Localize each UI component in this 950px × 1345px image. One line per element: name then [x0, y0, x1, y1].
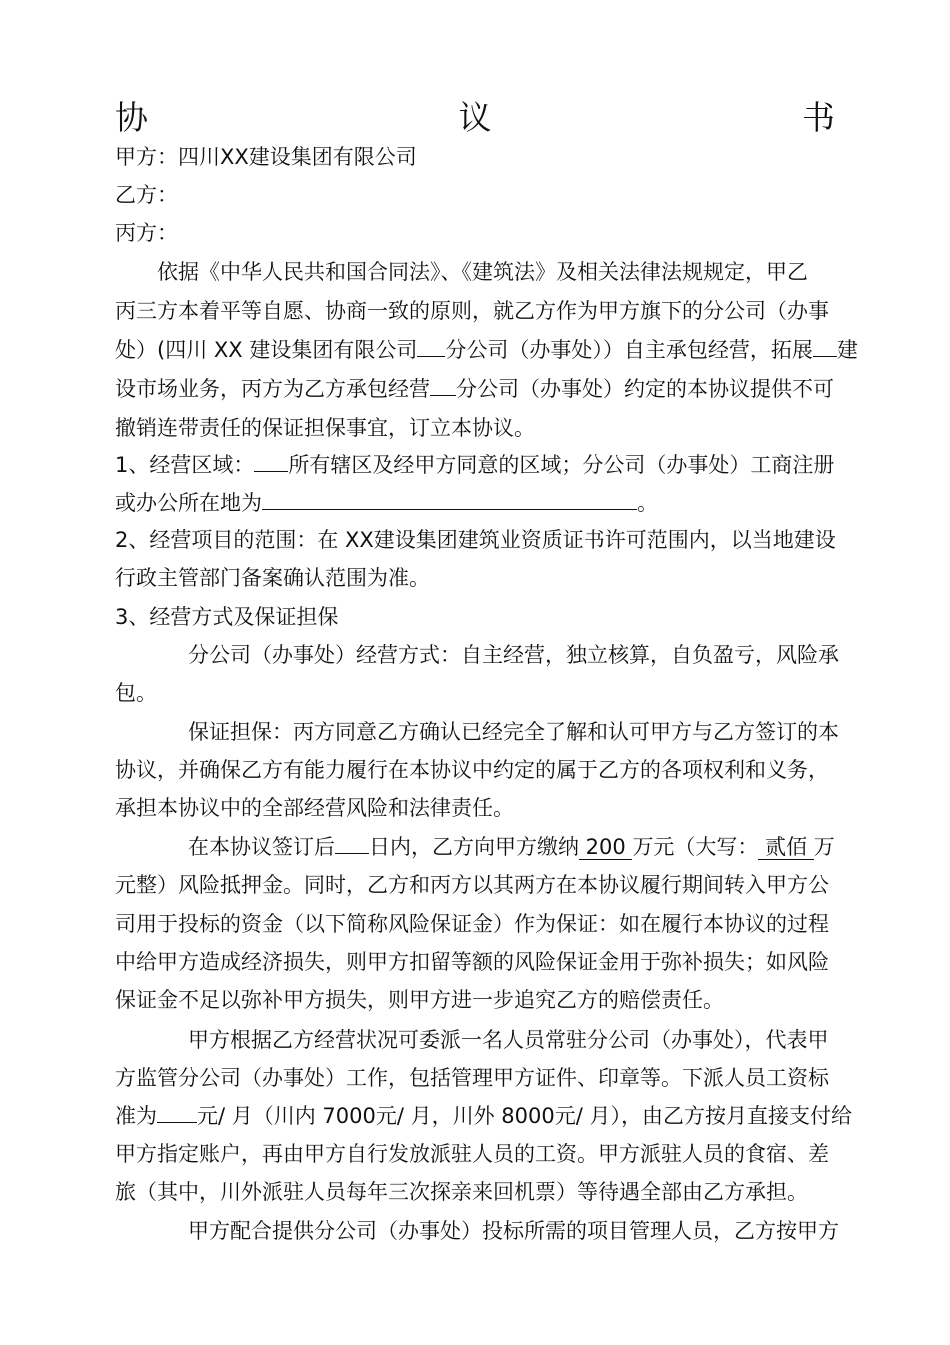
- intro-line-4a: 设市场业务，丙方为乙方承包经营: [115, 377, 430, 401]
- section-3-p1-line-2: 包。: [115, 681, 157, 705]
- intro-line-3b: 分公司（办事处））自主承包经营，拓展: [445, 338, 813, 362]
- section-1-end: 。: [637, 491, 658, 515]
- blank-salary: [157, 1100, 197, 1123]
- section-1-line-1: [115, 446, 834, 484]
- section-2-line-2: 行政主管部门备案确认范围为准。: [115, 566, 430, 590]
- blank-branch-name-2: [430, 373, 456, 396]
- section-3-p3-line-3: 司用于投标的资金（以下简称风险保证金）作为保证：如在履行本协议的过程: [115, 912, 829, 936]
- blank-region: [813, 334, 837, 357]
- intro-line-4: [115, 370, 834, 408]
- section-3-p3-line-4: 中给甲方造成经济损失，则甲方扣留等额的风险保证金用于弥补损失；如风险: [115, 950, 829, 974]
- salary-text-b: 元/ 月（川内 7000元/ 月，川外 8000元/ 月），由乙方按月直接支付给: [197, 1104, 852, 1128]
- salary-text-a: 准为: [115, 1104, 157, 1128]
- section-2-line-1: 2、经营项目的范围：在 XX建设集团建筑业资质证书许可范围内，以当地建设: [115, 528, 836, 552]
- intro-line-1: 依据《中华人民共和国合同法》、《建筑法》及相关法律法规规定，甲乙: [157, 260, 808, 284]
- section-3-p4-line-4: 甲方指定账户，再由甲方自行发放派驻人员的工资。甲方派驻人员的食宿、差: [115, 1142, 829, 1166]
- intro-line-2: 丙三方本着平等自愿、协商一致的原则，就乙方作为甲方旗下的分公司（办事: [115, 299, 829, 323]
- deposit-text-c: 万元（大写：: [632, 835, 759, 859]
- section-3-p3-line-5: 保证金不足以弥补甲方损失，则甲方进一步追究乙方的赔偿责任。: [115, 988, 724, 1012]
- section-3-p3-line-1: [188, 828, 835, 866]
- intro-line-3a: 处）(四川 XX 建设集团有限公司: [115, 338, 418, 362]
- deposit-amount: 200: [579, 835, 633, 859]
- deposit-amount-words: 贰佰: [758, 835, 814, 859]
- section-3-p4-line-5: 旅（其中，川外派驻人员每年三次探亲来回机票）等待遇全部由乙方承担。: [115, 1180, 808, 1204]
- section-3-p4-line-3: [115, 1097, 852, 1135]
- party-b: 乙方：: [115, 183, 178, 207]
- intro-line-3: [115, 331, 858, 369]
- title-char-2: 议: [458, 98, 492, 137]
- title-char-3: 书: [802, 98, 835, 137]
- section-3-p5-line-1: 甲方配合提供分公司（办事处）投标所需的项目管理人员，乙方按甲方: [188, 1219, 839, 1243]
- section-1-text: 所有辖区及经甲方同意的区域；分公司（办事处）工商注册: [288, 453, 835, 477]
- section-1-label: 1、经营区域：: [115, 453, 255, 477]
- section-3-p2-line-2: 协议，并确保乙方有能力履行在本协议中约定的属于乙方的各项权利和义务，: [115, 758, 829, 782]
- party-c: 丙方：: [115, 221, 178, 245]
- section-3-p1-line-1: 分公司（办事处）经营方式：自主经营，独立核算，自负盈亏，风险承: [188, 643, 839, 667]
- section-1-location-label: 或办公所在地为: [115, 491, 262, 515]
- section-3-p3-line-2: 元整）风险抵押金。同时，乙方和丙方以其两方在本协议履行期间转入甲方公: [115, 873, 829, 897]
- intro-line-3c: 建: [836, 338, 858, 362]
- blank-office-location: [262, 487, 637, 510]
- intro-line-5: 撤销连带责任的保证担保事宜，订立本协议。: [115, 416, 535, 440]
- section-1-line-2: [115, 484, 658, 522]
- blank-branch-name: [417, 334, 445, 357]
- blank-days: [335, 831, 369, 854]
- party-a: 甲方：四川XX建设集团有限公司: [115, 145, 417, 169]
- section-3-p2-line-3: 承担本协议中的全部经营风险和法律责任。: [115, 796, 514, 820]
- section-3-p4-line-2: 方监管分公司（办事处）工作，包括管理甲方证件、印章等。下派人员工资标: [115, 1066, 829, 1090]
- title-char-1: 协: [115, 98, 148, 137]
- deposit-text-b: 日内，乙方向甲方缴纳: [369, 835, 579, 859]
- deposit-text-d: 万: [813, 835, 835, 859]
- document-title: [115, 93, 835, 143]
- deposit-text-a: 在本协议签订后: [188, 835, 335, 859]
- blank-business-area: [254, 449, 288, 472]
- section-3-heading: 3、经营方式及保证担保: [115, 605, 339, 629]
- section-3-p2-line-1: 保证担保：丙方同意乙方确认已经完全了解和认可甲方与乙方签订的本: [188, 720, 839, 744]
- section-3-p4-line-1: 甲方根据乙方经营状况可委派一名人员常驻分公司（办事处），代表甲: [188, 1028, 829, 1052]
- intro-line-4b: 分公司（办事处）约定的本协议提供不可: [456, 377, 834, 401]
